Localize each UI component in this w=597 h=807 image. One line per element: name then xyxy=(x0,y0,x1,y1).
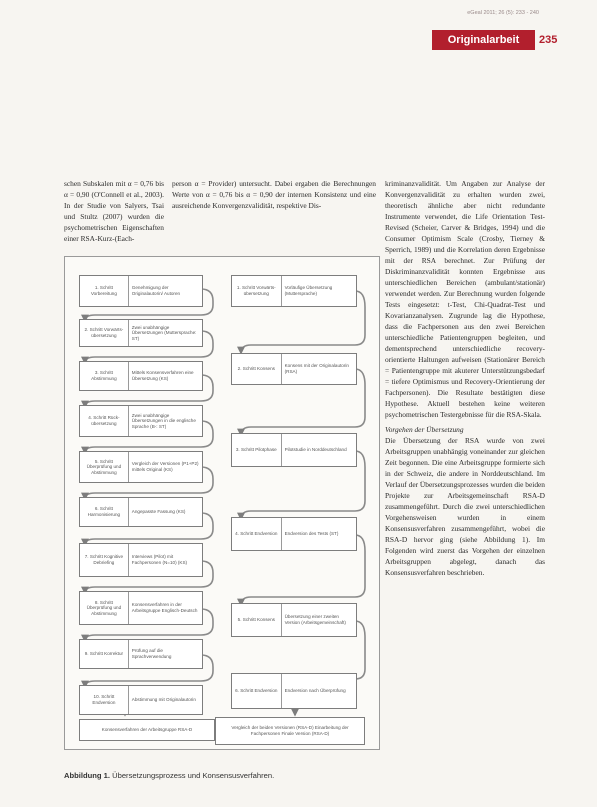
paragraph: schen Subskalen mit α = 0,76 bis α = 0,90 (O'Connell et al., 2003). In der Studie von Salyers, Tsai und Stultz (2007) wurden die psychometrischen Eigenschaften einer RSA-Kurz-(Each- xyxy=(64,179,164,243)
left-step-4: 4. Schritt Rück-übersetzung Zwei unabhängige Übersetzungen in die englische Sprache (B-: ST) xyxy=(79,405,203,437)
right-step-6: 6. Schritt Endversion Endversion nach Überprüfung xyxy=(231,673,357,709)
left-step-3: 3. Schritt Abstimmung Mittels Konsensverfahren eine Übersetzung (KS) xyxy=(79,361,203,391)
right-step-2: 2. Schritt Konsens Konsens mit der Originalautorin (RSA) xyxy=(231,353,357,385)
caption-text: Übersetzungsprozess und Konsensusverfahren. xyxy=(112,771,275,780)
left-step-5: 5. Schritt Überprüfung und Abstimmung Vergleich der Versionen (P1+P2) mittels Original (KS) xyxy=(79,451,203,483)
translation-flowchart xyxy=(64,256,380,750)
left-step-9: 9. Schritt Korrektur Prüfung auf die Sprachverwendung xyxy=(79,639,203,669)
left-step-2: 2. Schritt Vorwärts-übersetzung Zwei unabhängige Übersetzungen (Muttersprache: ST) xyxy=(79,319,203,347)
text-column-3 xyxy=(385,178,545,578)
right-step-4: 4. Schritt Endversion Endversion des Tests (ST) xyxy=(231,517,357,551)
section-heading: Vorgehen der Übersetzung xyxy=(385,425,464,434)
right-step-3: 3. Schritt Pilotphase Pilotstudie in Norddeutschland xyxy=(231,433,357,467)
left-step-6: 6. Schritt Harmonisierung Angepasste Fassung (KS) xyxy=(79,497,203,527)
left-step-7: 7. Schritt Kognitive Debriefing Interviews (Pilot) mit Fachpersonen (N=10) (KS) xyxy=(79,543,203,577)
journal-reference: eGeal 2011; 26 (5): 233 - 240 xyxy=(467,10,539,16)
right-step-5: 5. Schritt Konsens Übersetzung einer zweiten Version (Arbeitsgemeinschaft) xyxy=(231,603,357,637)
page-number: 235 xyxy=(539,34,558,46)
paragraph: kriminanzvalidität. Um Angaben zur Analyse der Konvergenzvalidität zu erhalten wurden zwei, theoretisch ähnliche aber nicht redundante Instrumente verwendet, die Life Orientation Test-Revised (Scheier, Carver & Bridges, 1994) und die Consumer Optimism Scale (Crosby, Tierney & Sperrich, 1989) und die Korrelation deren Ergebnisse mit der RSA berechnet. Zur Prüfung der Diskriminanzvalidität konnten Ergebnisse aus unterschiedlichen Bereichen (ambulant/stationär) verwendet werden. Zur Berechnung wurden folgende Tests eingesetzt: t-Test, Chi-Quadrat-Test und Kovarianzanalysen. Zugrunde lag die Hypothese, dass die Fachpersonen aus den zwei Bereichen unterschiedliche Patientengruppen begleiten, und dementsprechend unterschiedliche recovery-orientierte Haltungen aufweisen (Stationärer Bereich = Patientengruppe mit akuterer Unterstützungsbedarf = tiefere Optimismus und Recovery-Orientierung der Fachpersonen). Die Resultate bestätigten diese Hypothese. Aktuell bestehen keine weiteren psychometrischen Testergebnisse für die RSA-Skala. xyxy=(385,179,545,419)
text-column-2 xyxy=(172,178,376,211)
paragraph: person α = Provider) untersucht. Dabei ergaben die Berechnungen Werte von α = 0,76 bis α = 0,90 der internen Konsistenz und eine ausreichende Konvergenzvalidität, respektive Dis- xyxy=(172,179,376,210)
consensus-box: Konsensverfahren der Arbeitsgruppe RSA-D xyxy=(79,719,215,741)
right-step-1: 1. Schritt Vorwärts-übersetzung Vorläufige Übersetzung (Muttersprache) xyxy=(231,275,357,307)
figure-caption xyxy=(64,771,274,780)
caption-label: Abbildung 1. xyxy=(64,771,110,780)
text-column-1 xyxy=(64,178,164,244)
left-step-1: 1. Schritt Vorbereitung Genehmigung der Originalautorin/ Autoren xyxy=(79,275,203,307)
left-step-8: 8. Schritt Überprüfung und Abstimmung Konsensverfahren in der Arbeitsgruppe Englisch-Deutsch xyxy=(79,591,203,625)
final-version-box: Vergleich der beiden Versionen (RSA-D) Einarbeitung der Fachpersonen Finale Version (RSA-D) xyxy=(215,717,365,745)
paragraph: Die Übersetzung der RSA wurde von zwei Arbeitsgruppen unabhängig voneinander zur gleichen Zeit begonnen. Die eine Arbeitsgruppe formierte sich in der Schweiz, die andere in Norddeutschland. Im Verlauf der Übersetzungsprozesses wurden die beiden Projekte zur Arbeitsgemeinschaft RSA-D zusammengeführt. Durch die zwei unterschiedlichen Vorgehensweisen wurden in einem Konsensusverfahren zusammengeführt, wobei die RSA-D hervor ging (siehe Abbildung 1). Im Folgenden wird zuerst das Vorgehen der einzelnen Arbeitsgruppen abgelegt, danach das Konsensusverfahren beschrieben. xyxy=(385,436,545,577)
section-label: Originalarbeit xyxy=(432,30,535,50)
left-step-10: 10. Schritt Endversion Abstimmung mit Originalautorin xyxy=(79,685,203,715)
